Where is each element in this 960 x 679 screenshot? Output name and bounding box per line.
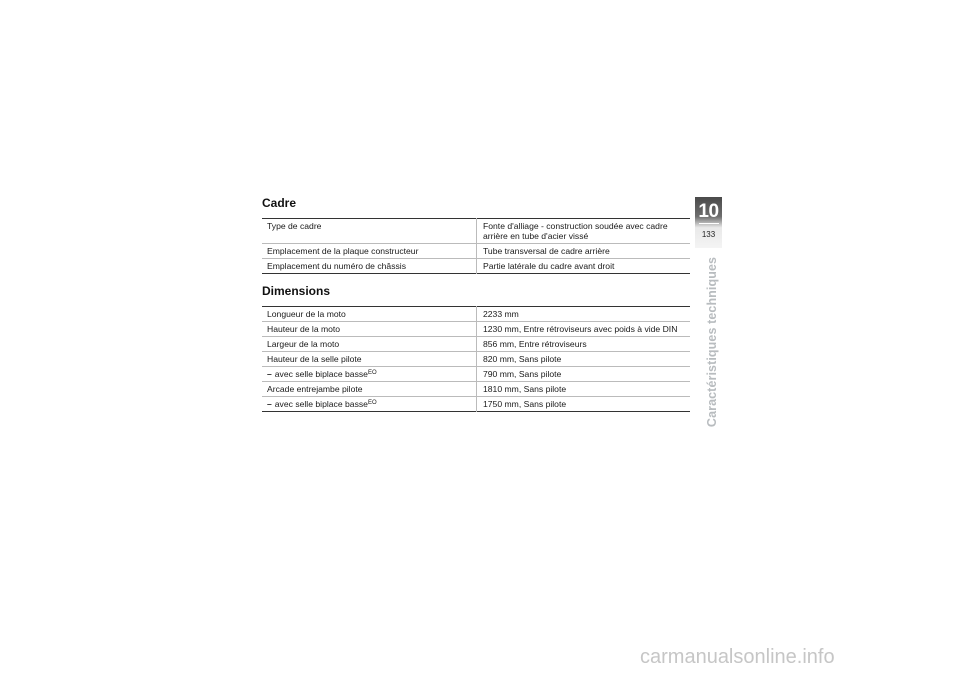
- row-value: Tube transversal de cadre arrière: [477, 244, 691, 259]
- chapter-side-title: Caractéristiques techniques: [705, 256, 719, 428]
- row-value: 856 mm, Entre rétroviseurs: [477, 337, 691, 352]
- section-title-dimensions: Dimensions: [262, 284, 331, 298]
- table-row: [262, 219, 690, 244]
- row-value: 790 mm, Sans pilote: [477, 367, 691, 382]
- row-label: Largeur de la moto: [262, 337, 477, 352]
- row-value: 1810 mm, Sans pilote: [477, 382, 691, 397]
- row-value: Partie latérale du cadre avant droit: [483, 261, 615, 271]
- chapter-tab: [695, 197, 722, 248]
- row-value: 2233 mm: [477, 307, 691, 322]
- row-label: Emplacement du numéro de châssis: [262, 259, 477, 274]
- row-label: Longueur de la moto: [262, 307, 477, 322]
- row-value: 1230 mm, Entre rétroviseurs avec poids à vide DIN: [477, 322, 691, 337]
- row-value: 1750 mm, Sans pilote: [483, 399, 567, 409]
- dash-marker: –: [267, 369, 272, 379]
- page-number: 133: [701, 230, 716, 239]
- chapter-number: 10: [698, 201, 719, 222]
- chapter-divider: [699, 223, 719, 224]
- table-row: [262, 259, 690, 274]
- row-label-text: avec selle biplace basse: [274, 399, 368, 409]
- spec-table-dimensions: [262, 306, 690, 412]
- table-row: [262, 367, 690, 382]
- table-row: [262, 244, 690, 259]
- row-label-sub: [262, 367, 477, 382]
- row-label-sub: [262, 397, 477, 412]
- table-row: [262, 337, 690, 352]
- option-superscript: EO: [367, 370, 377, 376]
- table-row: [262, 382, 690, 397]
- watermark: carmanualsonline.info: [640, 646, 835, 668]
- row-label: Emplacement de la plaque constructeur: [262, 244, 477, 259]
- row-value: Fonte d'alliage - construction soudée avec cadre arrière en tube d'acier vissé: [477, 219, 691, 244]
- table-row: [262, 322, 690, 337]
- option-superscript: EO: [367, 400, 377, 406]
- spec-table-cadre: [262, 218, 690, 274]
- table-row: [262, 397, 690, 412]
- dash-marker: –: [267, 399, 272, 409]
- row-label: Arcade entrejambe pilote: [262, 382, 477, 397]
- row-label: Hauteur de la selle pilote: [262, 352, 477, 367]
- row-label: Type de cadre: [262, 219, 477, 244]
- table-row: [262, 352, 690, 367]
- row-label: Hauteur de la moto: [262, 322, 477, 337]
- table-row: [262, 307, 690, 322]
- row-label-text: avec selle biplace basse: [274, 369, 368, 379]
- row-value: 820 mm, Sans pilote: [477, 352, 691, 367]
- manual-page-content: [262, 196, 690, 412]
- section-title-cadre: Cadre: [262, 196, 297, 210]
